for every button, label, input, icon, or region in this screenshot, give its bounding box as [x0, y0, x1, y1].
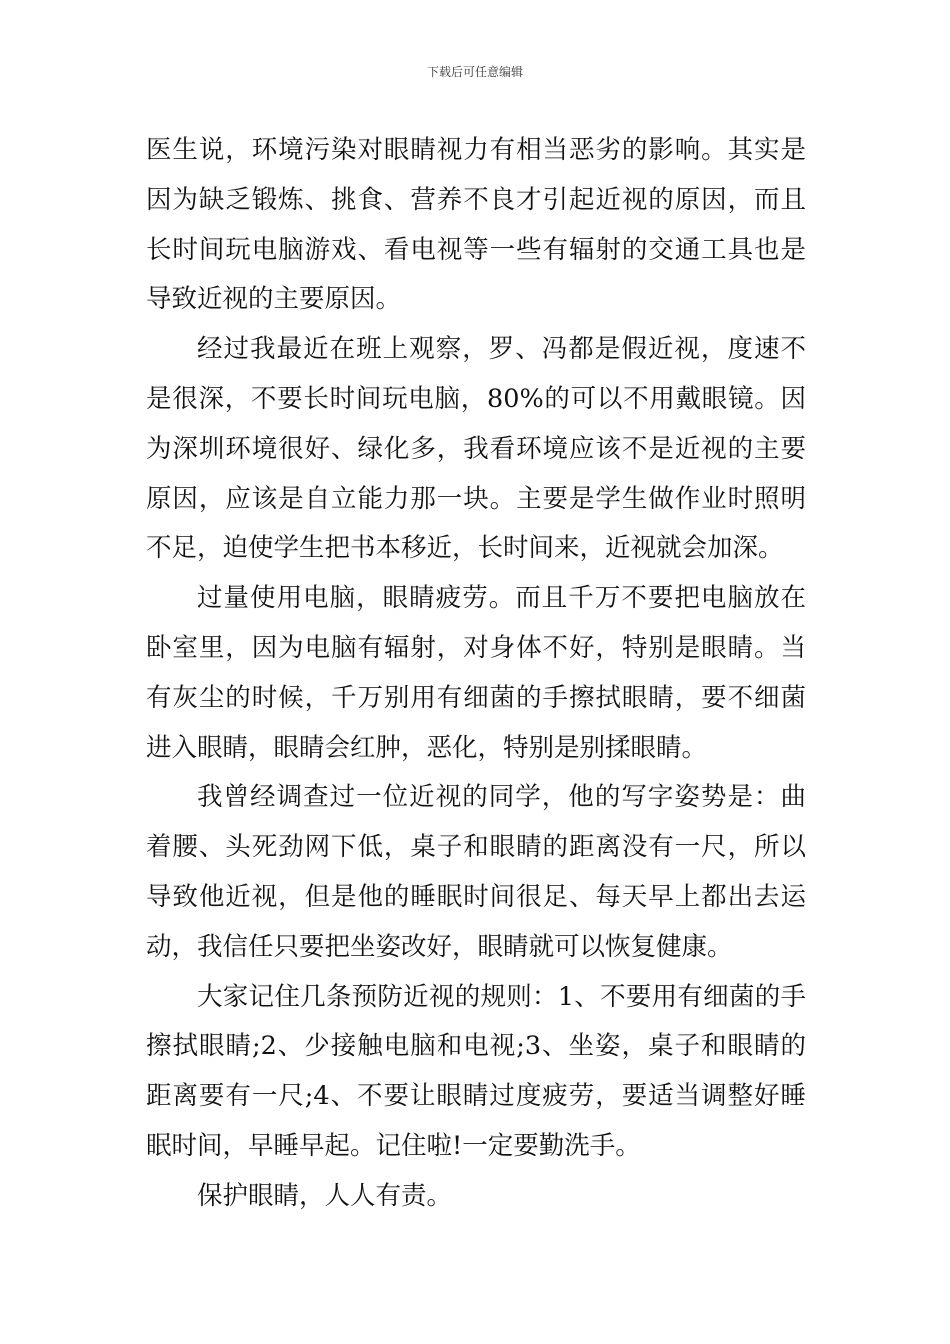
paragraph-5: 大家记住几条预防近视的规则：1、不要用有细菌的手擦拭眼睛;2、少接触电脑和电视;3、坐姿，桌子和眼睛的距离要有一尺;4、不要让眼睛过度疲劳，要适当调整好睡眠时间，早睡早起。记住啦!一定要勤洗手。	[146, 981, 806, 1161]
paragraph-3: 过量使用电脑，眼睛疲劳。而且千万不要把电脑放在卧室里，因为电脑有辐射，对身体不好，特别是眼睛。当有灰尘的时候，千万别用有细菌的手擦拭眼睛，要不细菌进入眼睛，眼睛会红肿，恶化，特别是别揉眼睛。	[146, 583, 806, 763]
paragraph-4: 我曾经调查过一位近视的同学，他的写字姿势是：曲着腰、头死劲网下低，桌子和眼睛的距离没有一尺，所以导致他近视，但是他的睡眠时间很足、每天早上都出去运动，我信任只要把坐姿改好，眼睛就可以恢复健康。	[146, 782, 806, 962]
paragraph-6: 保护眼睛，人人有责。	[197, 1180, 453, 1211]
paragraph-1: 医生说，环境污染对眼睛视力有相当恶劣的影响。其实是因为缺乏锻炼、挑食、营养不良才引起近视的原因，而且长时间玩电脑游戏、看电视等一些有辐射的交通工具也是导致近视的主要原因。	[146, 135, 806, 315]
paragraph-2: 经过我最近在班上观察，罗、冯都是假近视，度速不是很深，不要长时间玩电脑，80%的可以不用戴眼镜。因为深圳环境很好、绿化多，我看环境应该不是近视的主要原因，应该是自立能力那一块。主要是学生做作业时照明不足，迫使学生把书本移近，长时间来，近视就会加深。	[146, 334, 806, 564]
page-header: 下载后可任意编辑	[426, 65, 523, 79]
document-body	[146, 126, 806, 1222]
